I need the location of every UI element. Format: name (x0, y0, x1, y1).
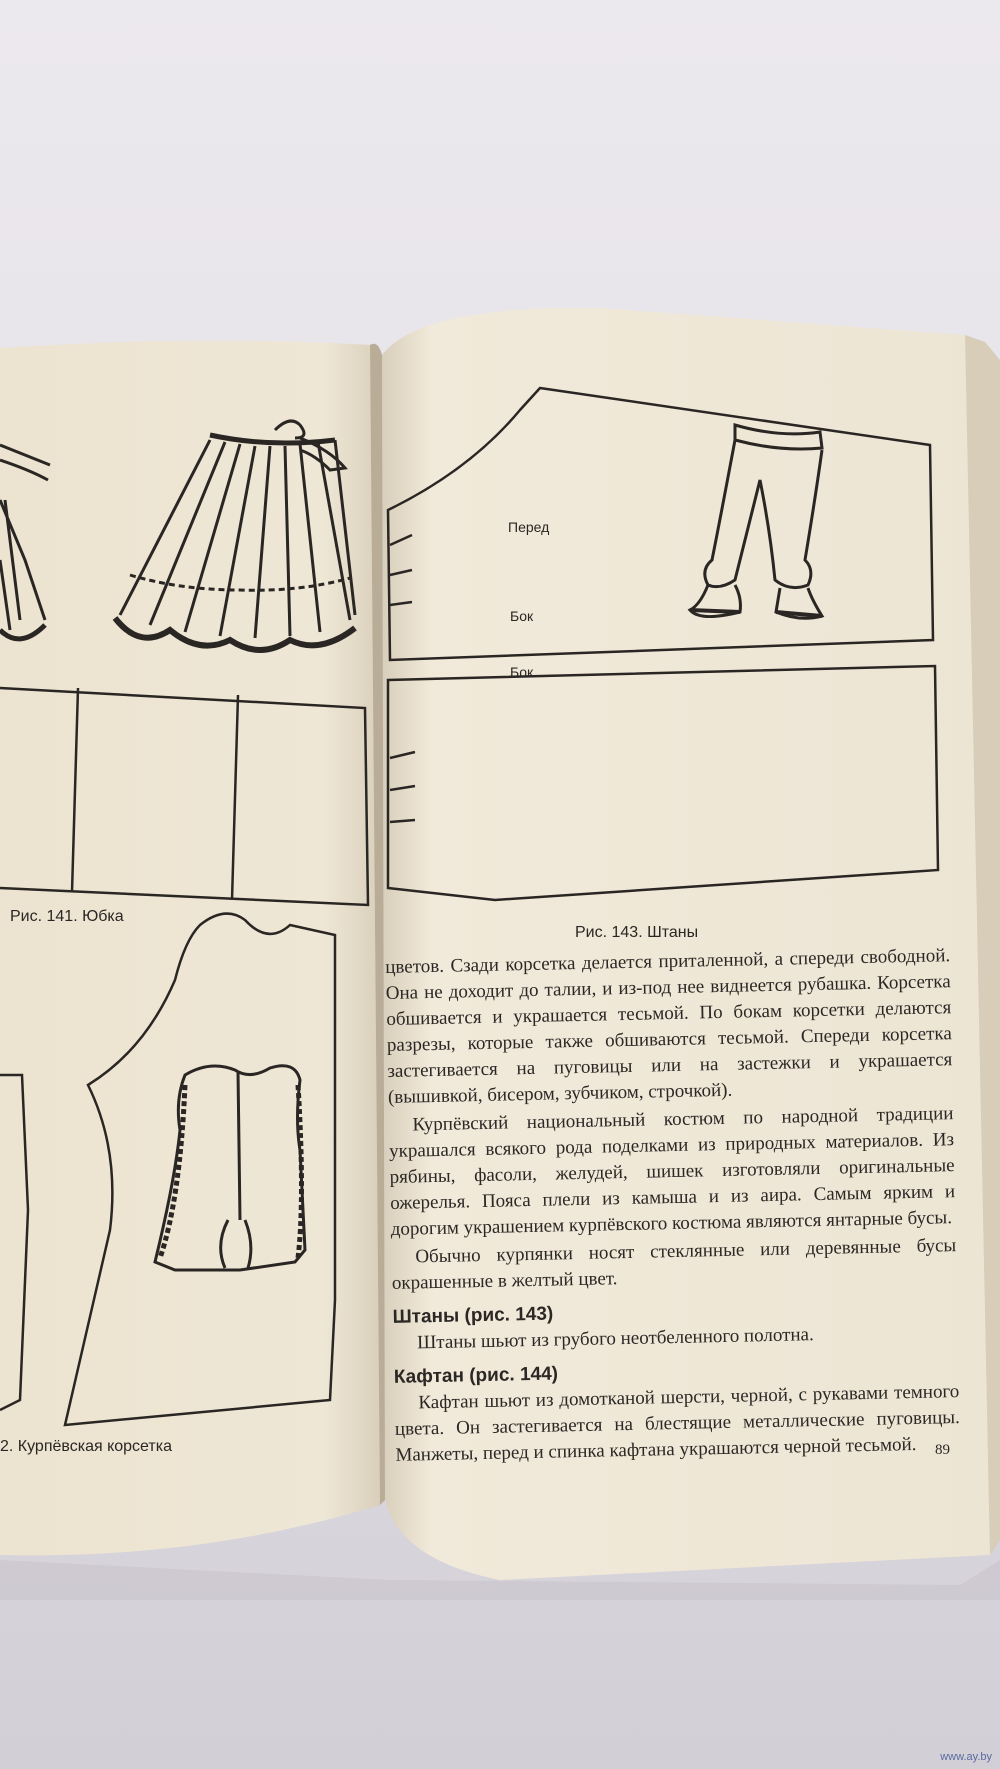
paragraph: Курпёвский национальный костюм по народной традиции украшался всякого рода поделками из природных материалов. Из рябины, фасоли, желудей, шишек изготовляли оригинальные ожерелья. Пояса плели из камыша и из аира. Самым ярким и дорогим украшением курпёвского костюма являются янтарные бусы. (388, 1103, 956, 1240)
caption-figure-141: Рис. 141. Юбка (10, 908, 124, 925)
caption-figure-142: 2. Курпёвская корсетка (0, 1438, 172, 1455)
heading-kaftan: Кафтан (рис. 144) (393, 1363, 559, 1388)
label-side-top: Бок (510, 608, 534, 624)
label-side-bottom: Бок (510, 664, 534, 680)
paragraph: цветов. Сзади корсетка делается приталенной, а спереди свободной. Она не доходит до талии, и из-под нее виднеется рубашка. Корсетка обшивается и украшается тесьмой. По бокам корсетки делаются разрезы, которые также обшиваются тесьмой. Спереди корсетка застегивается на пуговицы или на застежки и украшается (вышивкой, бисером, зубчиком, строчкой). (385, 945, 953, 1108)
paragraph: Кафтан шьют из домотканой шерсти, черной, с рукавами темного цвета. Он застегивается на блестящие металлические пуговицы. Манжеты, перед и спинка кафтана украшаются черной тесьмой. (394, 1381, 961, 1466)
paragraph: Обычно курпянки носят стеклянные или деревянные бусы окрашенные в желтый цвет. (391, 1235, 957, 1294)
body-text (385, 943, 961, 1471)
left-page (0, 341, 380, 1556)
paragraph: Штаны шьют из грубого неотбеленного полотна. (416, 1324, 814, 1354)
heading-pants: Штаны (рис. 143) (392, 1303, 554, 1328)
caption-figure-143: Рис. 143. Штаны (575, 924, 699, 941)
label-front: Перед (508, 519, 550, 535)
watermark: www.ay.by (940, 1751, 992, 1763)
page-number: 89 (935, 1442, 950, 1458)
